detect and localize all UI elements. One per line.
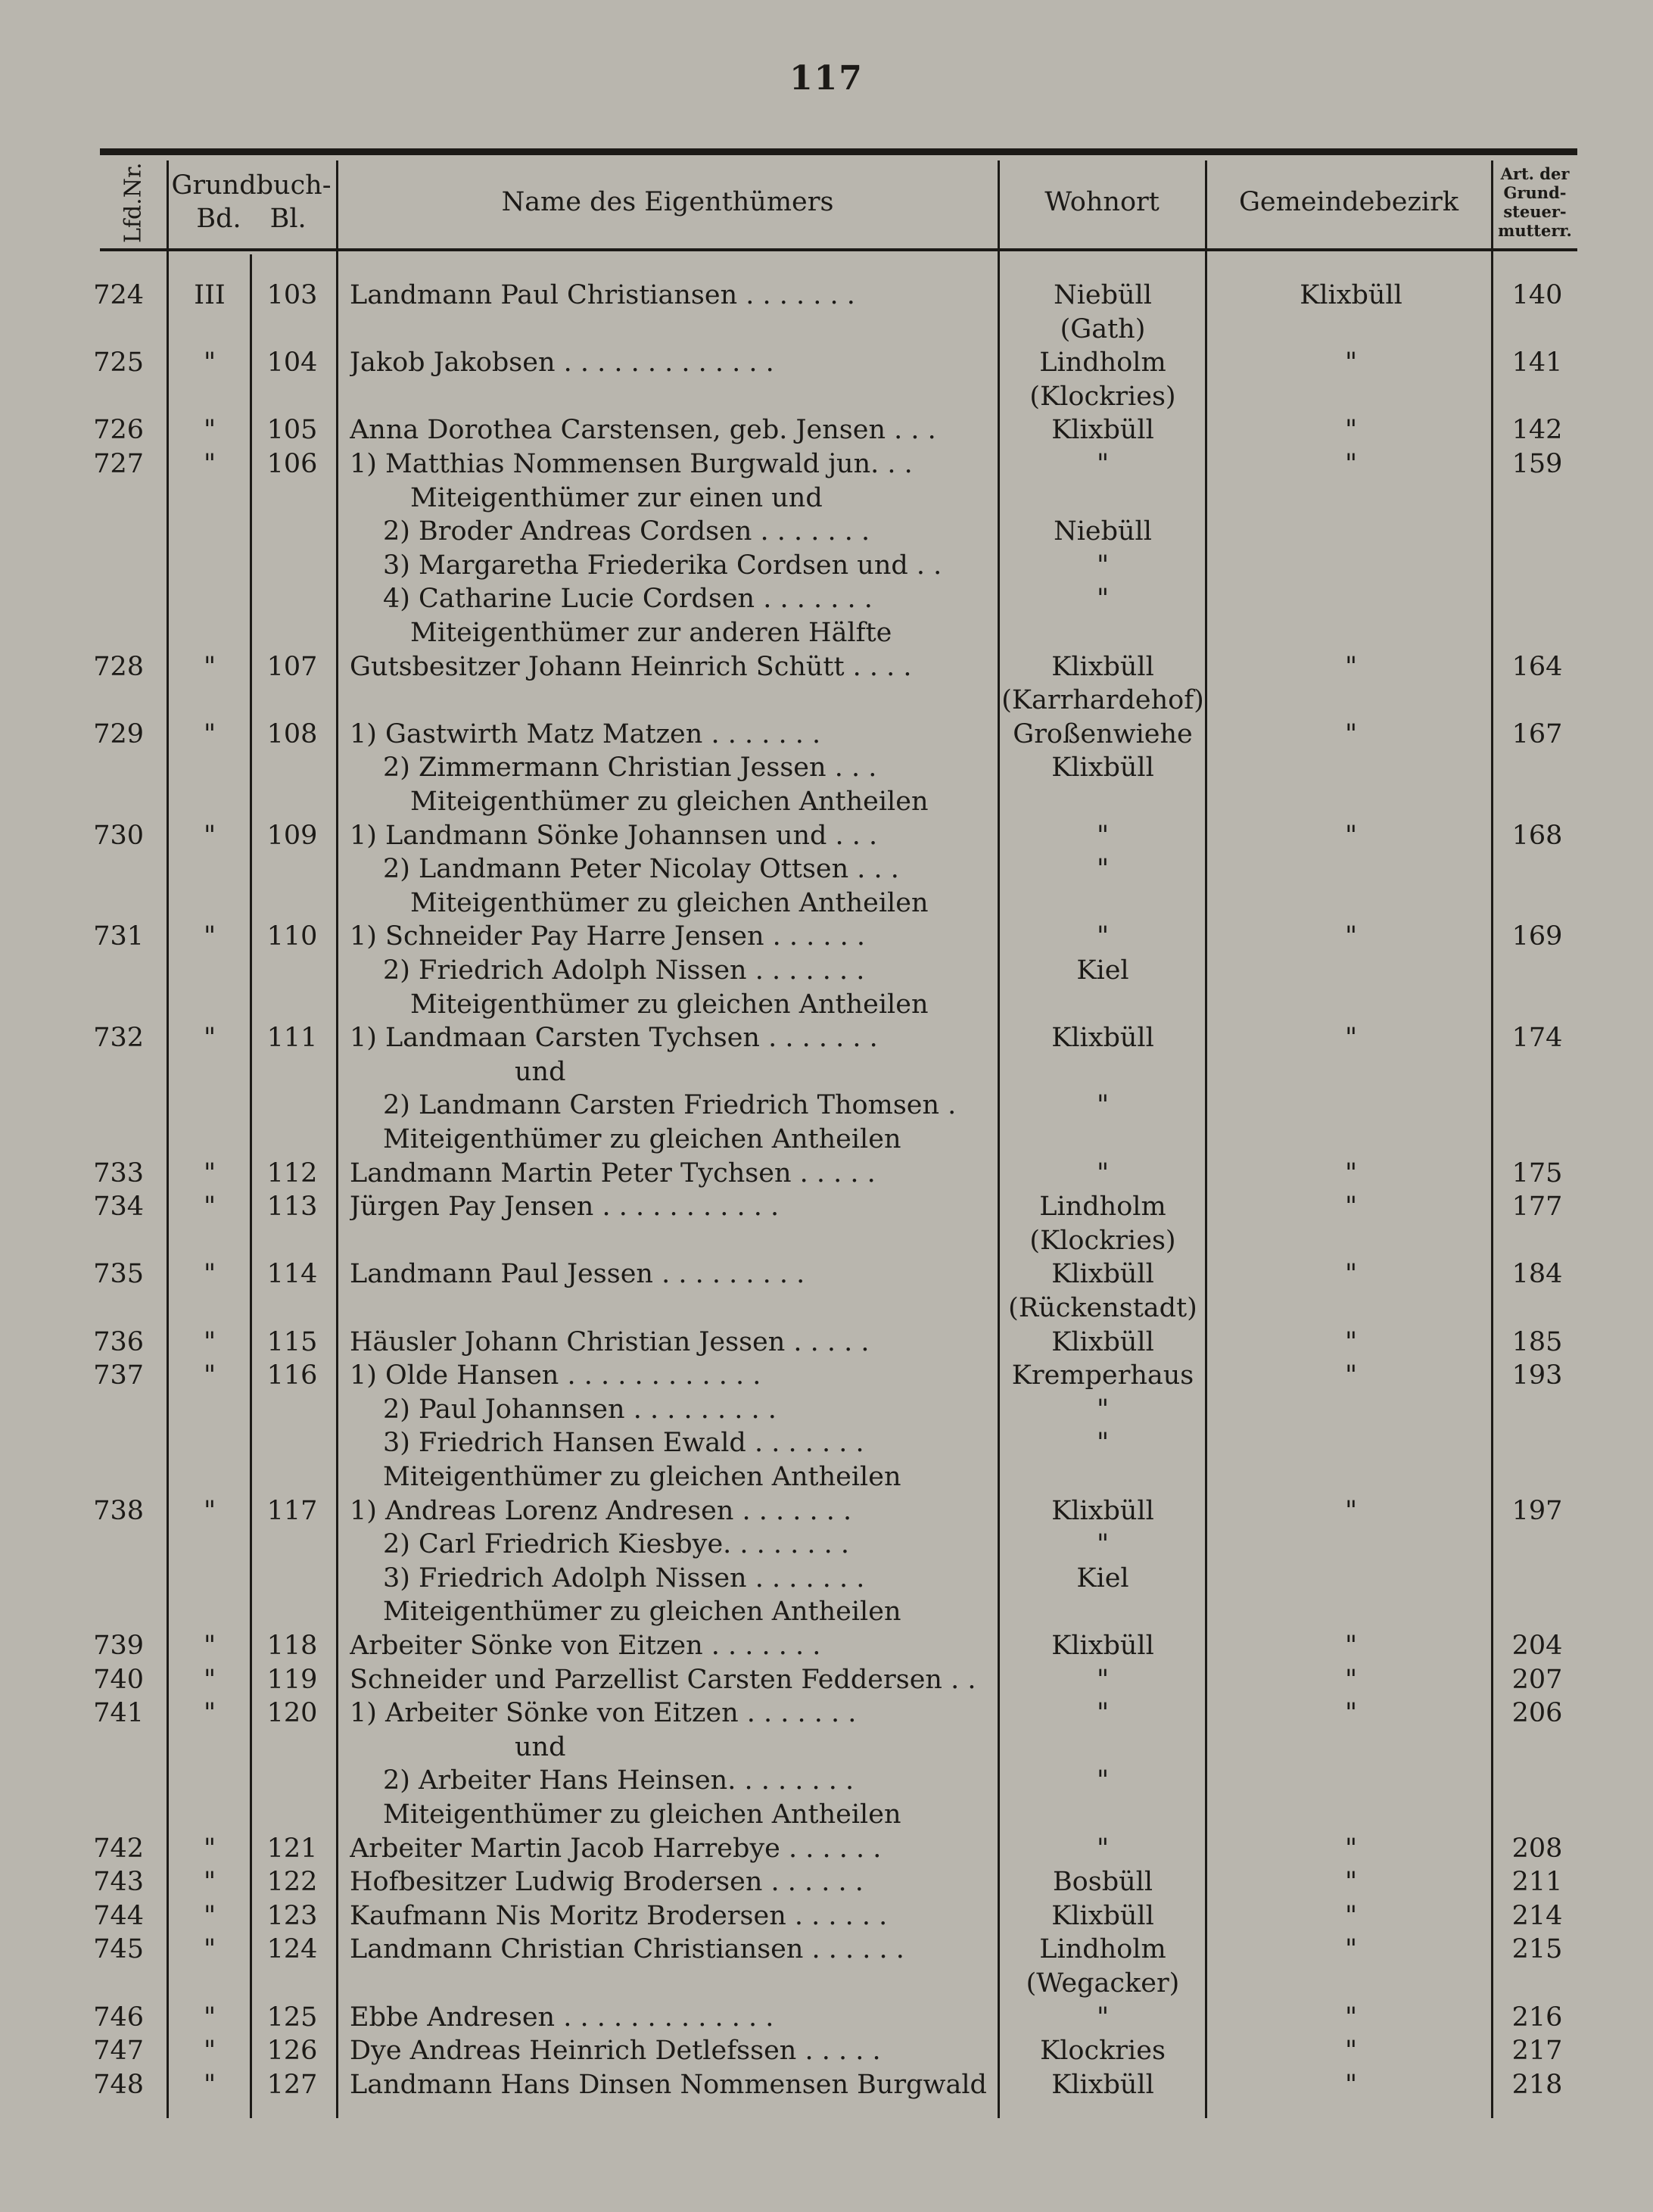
owner-name: 1) Arbeiter Sönke von Eitzen . . . . . . . xyxy=(350,1698,857,1729)
residence: " xyxy=(1096,1664,1110,1695)
residence: " xyxy=(1096,1698,1110,1729)
owner-name-continuation: 2) Landmann Peter Nicolay Ottsen . . . xyxy=(383,854,899,885)
grundbuch-band: " xyxy=(203,2036,216,2067)
header-grundbuch xyxy=(168,160,335,245)
municipal-district: " xyxy=(1344,1157,1358,1189)
entry-number: 725 xyxy=(93,347,144,379)
residence: Großenwiehe xyxy=(1013,718,1193,749)
residence-continuation: " xyxy=(1096,854,1110,885)
residence-continuation: Kiel xyxy=(1076,1562,1129,1594)
entry-number: 734 xyxy=(93,1192,144,1223)
owner-name: Jakob Jakobsen . . . . . . . . . . . . . xyxy=(350,347,774,379)
owner-name-continuation: 2) Zimmermann Christian Jessen . . . xyxy=(383,752,877,784)
column-divider xyxy=(1205,160,1207,2118)
grundbuch-band: " xyxy=(203,1833,216,1864)
grundbuch-band: " xyxy=(203,1495,216,1526)
owner-name: Häusler Johann Christian Jessen . . . . . xyxy=(350,1326,870,1357)
residence: " xyxy=(1096,2002,1110,2033)
grundbuch-band: " xyxy=(203,2069,216,2100)
grundbuch-blatt: 117 xyxy=(266,1495,318,1526)
grundbuch-band: " xyxy=(203,415,216,446)
tax-article-number: 218 xyxy=(1511,2069,1563,2100)
grundbuch-band: " xyxy=(203,347,216,379)
owner-name-continuation: Miteigenthümer zu gleichen Antheilen xyxy=(410,786,929,817)
owner-name: 1) Andreas Lorenz Andresen . . . . . . . xyxy=(350,1495,852,1526)
municipal-district: " xyxy=(1344,718,1358,749)
owner-name: Anna Dorothea Carstensen, geb. Jensen . . . xyxy=(350,415,936,446)
residence: " xyxy=(1096,820,1110,851)
residence-continuation: Klixbüll xyxy=(1051,752,1154,784)
header-lfd-nr xyxy=(100,160,167,245)
owner-name: Dye Andreas Heinrich Detlefssen . . . . . xyxy=(350,2036,881,2067)
tax-article-number: 197 xyxy=(1511,1495,1563,1526)
owner-name: Ebbe Andresen . . . . . . . . . . . . . xyxy=(350,2002,774,2033)
residence: " xyxy=(1096,921,1110,952)
grundbuch-blatt: 103 xyxy=(266,280,318,310)
municipal-district: " xyxy=(1344,415,1358,446)
owner-name-continuation: Miteigenthümer zur anderen Hälfte xyxy=(410,618,892,648)
header-wohnort: Wohnort xyxy=(1044,187,1160,218)
grundbuch-blatt: 105 xyxy=(266,415,318,446)
top-rule xyxy=(100,148,1577,155)
tax-article-number: 193 xyxy=(1511,1360,1563,1391)
residence-continuation: " xyxy=(1096,1529,1110,1560)
owner-name-continuation: 2) Arbeiter Hans Heinsen. . . . . . . . xyxy=(383,1765,855,1796)
owner-name-continuation: 3) Friedrich Adolph Nissen . . . . . . . xyxy=(383,1562,865,1594)
grundbuch-blatt: 112 xyxy=(266,1157,318,1189)
page-number: 117 xyxy=(789,59,864,98)
entry-number: 743 xyxy=(93,1867,144,1898)
municipal-district: " xyxy=(1344,2036,1358,2067)
entry-number: 729 xyxy=(93,718,144,749)
entry-number: 741 xyxy=(93,1698,144,1729)
owner-name-continuation: 3) Margaretha Friederika Cordsen und . . xyxy=(383,550,942,581)
grundbuch-blatt: 113 xyxy=(266,1192,318,1223)
residence: Klixbüll xyxy=(1051,651,1154,682)
grundbuch-band: " xyxy=(203,718,216,749)
entry-number: 728 xyxy=(93,651,144,682)
tax-article-number: 184 xyxy=(1511,1259,1563,1290)
grundbuch-blatt: 120 xyxy=(266,1698,318,1729)
tax-article-number: 207 xyxy=(1511,1664,1563,1695)
residence-continuation: (Rückenstadt) xyxy=(1008,1292,1197,1323)
owner-name: Landmann Martin Peter Tychsen . . . . . xyxy=(350,1157,876,1189)
residence-continuation: (Klockries) xyxy=(1029,381,1176,412)
residence-continuation: " xyxy=(1096,1090,1110,1121)
grundbuch-blatt: 116 xyxy=(266,1360,318,1391)
entry-number: 735 xyxy=(93,1259,144,1290)
tax-article-number: 159 xyxy=(1511,449,1563,479)
grundbuch-blatt: 126 xyxy=(266,2036,318,2067)
grundbuch-band: " xyxy=(203,1900,216,1931)
entry-number: 731 xyxy=(93,921,144,952)
grundbuch-blatt: 127 xyxy=(266,2069,318,2100)
residence-continuation: (Klockries) xyxy=(1029,1225,1176,1256)
grundbuch-band: " xyxy=(203,449,216,479)
grundbuch-blatt: 104 xyxy=(266,347,318,379)
grundbuch-band: " xyxy=(203,1698,216,1729)
owner-name: 1) Gastwirth Matz Matzen . . . . . . . xyxy=(350,718,821,749)
municipal-district: " xyxy=(1344,1664,1358,1695)
grundbuch-blatt: 122 xyxy=(266,1867,318,1898)
owner-name: Kaufmann Nis Moritz Brodersen . . . . . . xyxy=(350,1900,888,1931)
tax-article-number: 177 xyxy=(1511,1192,1563,1223)
residence: Lindholm xyxy=(1039,1934,1166,1965)
entry-number: 746 xyxy=(93,2002,144,2033)
grundbuch-band: " xyxy=(203,1631,216,1661)
entry-number: 738 xyxy=(93,1495,144,1526)
header-grundbuch-label: Grundbuch- xyxy=(171,170,332,201)
municipal-district: " xyxy=(1344,820,1358,851)
residence-continuation: " xyxy=(1096,1765,1110,1796)
entry-number: 742 xyxy=(93,1833,144,1864)
owner-name-continuation: Miteigenthümer zu gleichen Antheilen xyxy=(383,1597,901,1628)
tax-article-number: 211 xyxy=(1511,1867,1563,1898)
municipal-district: " xyxy=(1344,1698,1358,1729)
entry-number: 724 xyxy=(93,280,144,310)
residence-continuation: (Wegacker) xyxy=(1026,1967,1180,1999)
grundbuch-blatt: 111 xyxy=(266,1023,318,1054)
residence-continuation: (Karrhardehof) xyxy=(1001,685,1204,716)
grundbuch-band: " xyxy=(203,1157,216,1189)
grundbuch-blatt: 121 xyxy=(266,1833,318,1864)
tax-article-number: 142 xyxy=(1511,415,1563,446)
municipal-district: " xyxy=(1344,2002,1358,2033)
grundbuch-band: " xyxy=(203,1259,216,1290)
municipal-district: " xyxy=(1344,1360,1358,1391)
owner-name-continuation: Miteigenthümer zu gleichen Antheilen xyxy=(410,887,929,918)
residence: Klockries xyxy=(1040,2036,1166,2067)
municipal-district: " xyxy=(1344,1900,1358,1931)
entry-number: 733 xyxy=(93,1157,144,1189)
grundbuch-band: " xyxy=(203,2002,216,2033)
entry-number: 744 xyxy=(93,1900,144,1931)
municipal-district: " xyxy=(1344,1326,1358,1357)
tax-article-number: 214 xyxy=(1511,1900,1563,1931)
grundbuch-blatt: 108 xyxy=(266,718,318,749)
residence-continuation: " xyxy=(1096,1428,1110,1459)
grundbuch-blatt: 119 xyxy=(266,1664,318,1695)
tax-article-number: 185 xyxy=(1511,1326,1563,1357)
owner-name-continuation: Miteigenthümer zu gleichen Antheilen xyxy=(410,989,929,1020)
owner-name-continuation: 2) Broder Andreas Cordsen . . . . . . . xyxy=(383,516,870,547)
owner-name-continuation: Miteigenthümer zur einen und xyxy=(410,482,823,513)
owner-name: Jürgen Pay Jensen . . . . . . . . . . . xyxy=(350,1192,780,1223)
municipal-district: " xyxy=(1344,1934,1358,1965)
residence: " xyxy=(1096,449,1110,479)
residence: Klixbüll xyxy=(1051,1023,1154,1054)
grundbuch-blatt: 115 xyxy=(266,1326,318,1357)
owner-name-continuation: Miteigenthümer zu gleichen Antheilen xyxy=(383,1461,901,1492)
entry-number: 740 xyxy=(93,1664,144,1695)
entry-number: 737 xyxy=(93,1360,144,1391)
residence-continuation: " xyxy=(1096,1394,1110,1425)
grundbuch-blatt: 124 xyxy=(266,1934,318,1965)
owner-name-continuation: 3) Friedrich Hansen Ewald . . . . . . . xyxy=(383,1428,864,1459)
tax-article-number: 141 xyxy=(1511,347,1563,379)
residence: Bosbüll xyxy=(1052,1867,1153,1898)
entry-number: 745 xyxy=(93,1934,144,1965)
column-divider xyxy=(1491,160,1493,2118)
tax-article-number: 204 xyxy=(1511,1631,1563,1661)
tax-article-number: 215 xyxy=(1511,1934,1563,1965)
residence: Klixbüll xyxy=(1051,1326,1154,1357)
owner-name: Schneider und Parzellist Carsten Feddersen . . xyxy=(350,1664,976,1695)
entry-number: 739 xyxy=(93,1631,144,1661)
grundbuch-blatt: 125 xyxy=(266,2002,318,2033)
residence: Lindholm xyxy=(1039,1192,1166,1223)
header-gemeindebezirk: Gemeindebezirk xyxy=(1238,187,1459,218)
residence: " xyxy=(1096,1833,1110,1864)
tax-article-number: 167 xyxy=(1511,718,1563,749)
residence-continuation: (Gath) xyxy=(1060,313,1146,344)
municipal-district: " xyxy=(1344,1867,1358,1898)
grundbuch-band: " xyxy=(203,1360,216,1391)
residence: Niebüll xyxy=(1054,280,1152,310)
grundbuch-band: III xyxy=(194,280,226,310)
grundbuch-blatt: 123 xyxy=(266,1900,318,1931)
municipal-district: " xyxy=(1344,1631,1358,1661)
tax-article-number: 206 xyxy=(1511,1698,1563,1729)
tax-article-number: 175 xyxy=(1511,1157,1563,1189)
municipal-district: " xyxy=(1344,1495,1358,1526)
owner-name-continuation: 2) Friedrich Adolph Nissen . . . . . . . xyxy=(383,955,865,986)
entry-number: 726 xyxy=(93,415,144,446)
owner-name: 1) Landmann Sönke Johannsen und . . . xyxy=(350,820,878,851)
owner-name: Landmann Hans Dinsen Nommensen Burgwald xyxy=(350,2069,987,2100)
owner-name: Arbeiter Sönke von Eitzen . . . . . . . xyxy=(350,1631,821,1661)
grundbuch-band: " xyxy=(203,1934,216,1965)
municipal-district: " xyxy=(1344,1023,1358,1054)
header-bl: Bl. xyxy=(269,204,307,234)
municipal-district: " xyxy=(1344,1192,1358,1223)
municipal-district: " xyxy=(1344,651,1358,682)
municipal-district: " xyxy=(1344,1259,1358,1290)
header-bd: Bd. xyxy=(196,204,241,234)
grundbuch-blatt: 110 xyxy=(266,921,318,952)
owner-name: 1) Schneider Pay Harre Jensen . . . . . . xyxy=(350,921,866,952)
tax-article-number: 216 xyxy=(1511,2002,1563,2033)
grundbuch-band: " xyxy=(203,651,216,682)
grundbuch-blatt: 118 xyxy=(266,1631,318,1661)
residence-continuation: " xyxy=(1096,584,1110,615)
residence: Klixbüll xyxy=(1051,1259,1154,1290)
owner-name-continuation: 2) Carl Friedrich Kiesbye. . . . . . . . xyxy=(383,1529,850,1560)
residence: Kremperhaus xyxy=(1011,1360,1194,1391)
owner-name: Arbeiter Martin Jacob Harrebye . . . . . . xyxy=(350,1833,882,1864)
grundbuch-blatt: 109 xyxy=(266,820,318,851)
grundbuch-band: " xyxy=(203,1192,216,1223)
municipal-district: " xyxy=(1344,347,1358,379)
tax-article-number: 168 xyxy=(1511,820,1563,851)
grundbuch-blatt: 114 xyxy=(266,1259,318,1290)
grundbuch-band: " xyxy=(203,1664,216,1695)
entry-number: 730 xyxy=(93,820,144,851)
municipal-district: Klixbüll xyxy=(1300,280,1402,310)
entry-number: 727 xyxy=(93,449,144,479)
header-lfd-nr-label: Lfd.Nr. xyxy=(120,162,147,244)
grundbuch-band: " xyxy=(203,820,216,851)
entry-number: 732 xyxy=(93,1023,144,1054)
grundbuch-band: " xyxy=(203,1023,216,1054)
header-art: Art. der Grund- steuer- mutterr. xyxy=(1498,164,1572,240)
tax-article-number: 174 xyxy=(1511,1023,1563,1054)
owner-name-continuation: 4) Catharine Lucie Cordsen . . . . . . . xyxy=(383,584,873,615)
header-rule xyxy=(100,248,1577,251)
municipal-district: " xyxy=(1344,921,1358,952)
entry-number: 748 xyxy=(93,2069,144,2100)
residence: Klixbüll xyxy=(1051,1631,1154,1661)
residence-continuation: Niebüll xyxy=(1054,516,1152,547)
owner-name: Landmann Paul Jessen . . . . . . . . . xyxy=(350,1259,805,1290)
owner-name-continuation: und xyxy=(515,1056,566,1087)
column-divider xyxy=(336,160,338,2118)
owner-name: 1) Olde Hansen . . . . . . . . . . . . xyxy=(350,1360,761,1391)
grundbuch-blatt: 106 xyxy=(266,449,318,479)
municipal-district: " xyxy=(1344,2069,1358,2100)
grundbuch-band: " xyxy=(203,921,216,952)
residence-continuation: Kiel xyxy=(1076,955,1129,986)
residence: Klixbüll xyxy=(1051,2069,1154,2100)
tax-article-number: 164 xyxy=(1511,651,1563,682)
header-name: Name des Eigenthümers xyxy=(501,187,834,218)
owner-name: Hofbesitzer Ludwig Brodersen . . . . . . xyxy=(350,1867,864,1898)
residence: " xyxy=(1096,1157,1110,1189)
owner-name-continuation: und xyxy=(515,1731,566,1762)
owner-name: Landmann Christian Christiansen . . . . . . xyxy=(350,1934,904,1965)
tax-article-number: 169 xyxy=(1511,921,1563,952)
tax-article-number: 140 xyxy=(1511,280,1563,310)
municipal-district: " xyxy=(1344,1833,1358,1864)
tax-article-number: 208 xyxy=(1511,1833,1563,1864)
owner-name-continuation: Miteigenthümer zu gleichen Antheilen xyxy=(383,1123,901,1154)
municipal-district: " xyxy=(1344,449,1358,479)
grundbuch-band: " xyxy=(203,1326,216,1357)
owner-name-continuation: 2) Paul Johannsen . . . . . . . . . xyxy=(383,1394,777,1425)
residence: Lindholm xyxy=(1039,347,1166,379)
owner-name: Gutsbesitzer Johann Heinrich Schütt . . . . xyxy=(350,651,912,682)
owner-name-continuation: Miteigenthümer zu gleichen Antheilen xyxy=(383,1799,901,1830)
residence: Klixbüll xyxy=(1051,1900,1154,1931)
owner-name: Landmann Paul Christiansen . . . . . . . xyxy=(350,280,855,310)
owner-name: 1) Matthias Nommensen Burgwald jun. . . xyxy=(350,449,913,479)
grundbuch-band: " xyxy=(203,1867,216,1898)
residence: Klixbüll xyxy=(1051,1495,1154,1526)
owner-name: 1) Landmaan Carsten Tychsen . . . . . . . xyxy=(350,1023,878,1054)
grundbuch-blatt: 107 xyxy=(266,651,318,682)
tax-article-number: 217 xyxy=(1511,2036,1563,2067)
entry-number: 747 xyxy=(93,2036,144,2067)
owner-name-continuation: 2) Landmann Carsten Friedrich Thomsen . xyxy=(383,1090,957,1121)
residence: Klixbüll xyxy=(1051,415,1154,446)
residence-continuation: " xyxy=(1096,550,1110,581)
entry-number: 736 xyxy=(93,1326,144,1357)
